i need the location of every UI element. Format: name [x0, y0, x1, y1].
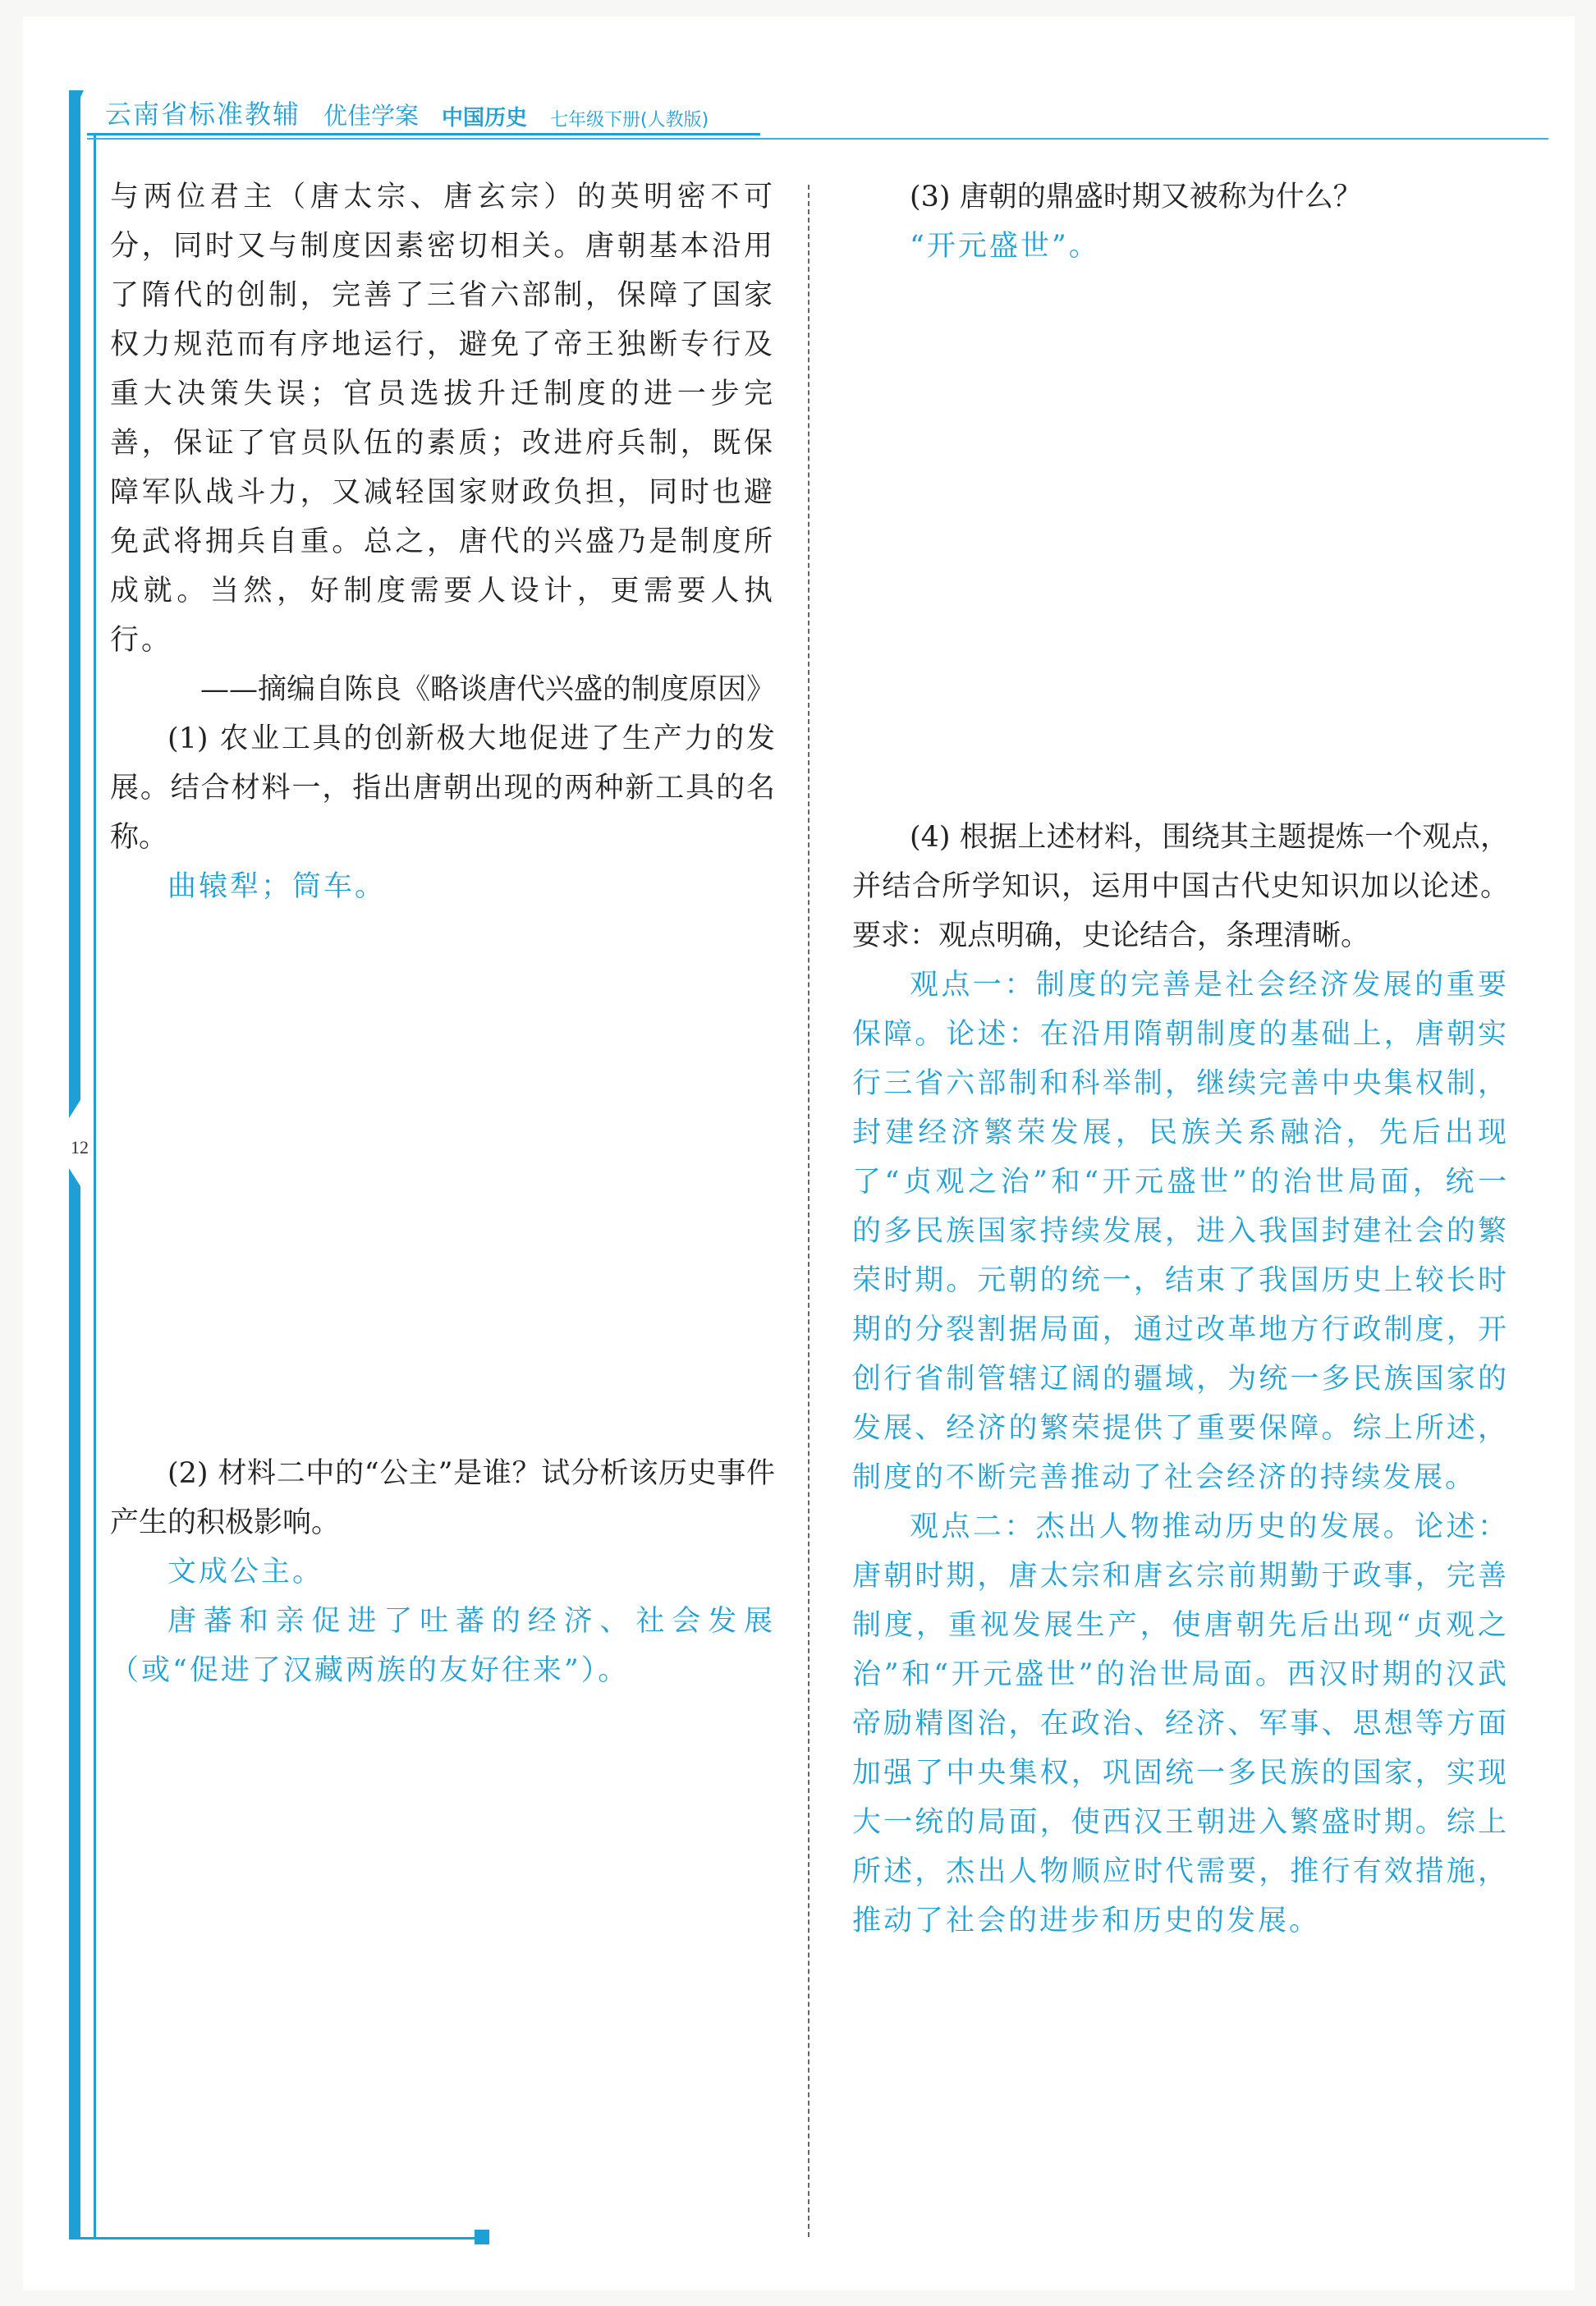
border-notch-top [69, 1100, 80, 1118]
header-grade: 七年级下册(人教版) [550, 110, 709, 131]
column-divider [808, 185, 809, 2237]
material-text: 与两位君主（唐太宗、唐玄宗）的英明密不可分，同时又与制度因素密切相关。唐朝基本沿用了隋代的创制，完善了三省六部制，保障了国家权力规范而有序地运行，避免了帝王独断专行及重大决策失误；官员选拔升迁制度的进一步完善，保证了官员队伍的素质；改进府兵制，既保障军队战斗力，又减轻国家财政负担，同时也避免武将拥兵自重。总之，唐代的兴盛乃是制度所成就。当然，好制度需要人设计，更需要人执行。 [110, 181, 775, 657]
border-notch-bottom [69, 1168, 80, 1186]
page-header [105, 92, 709, 131]
left-border-bar-bottom [69, 1186, 80, 2237]
right-column-lower [852, 813, 1509, 1946]
left-column-lower [110, 1449, 775, 1695]
left-column [110, 172, 775, 911]
answer-4-viewpoint-2: 观点二：杰出人物推动历史的发展。论述：唐朝时期，唐太宗和唐玄宗前期勤于政事，完善制度，重视发展生产，使唐朝先后出现“贞观之治”和“开元盛世”的治世局面。西汉时期的汉武帝励精图治，在政治、经济、军事、思想等方面加强了中央集权，巩固统一多民族的国家，实现大一统的局面，使西汉王朝进入繁盛时期。综上所述，杰出人物顺应时代需要，推行有效措施，推动了社会的进步和历史的发展。 [852, 1511, 1509, 1937]
question-1: (1) 农业工具的创新极大地促进了生产力的发展。结合材料一，指出唐朝出现的两种新工具的名称。 [110, 722, 775, 854]
answer-2-impact: 唐蕃和亲促进了吐蕃的经济、社会发展（或“促进了汉藏两族的友好往来”）。 [110, 1605, 775, 1687]
material-source: ——摘编自陈良《略谈唐代兴盛的制度原因》 [200, 673, 775, 706]
left-border-bar-top [69, 90, 80, 1100]
header-rule [87, 133, 760, 135]
header-subtitle: 优佳学案 [323, 102, 420, 130]
question-3: (3) 唐朝的鼎盛时期又被称为什么？ [910, 181, 1362, 213]
answer-1: 曲辕犁；筒车。 [167, 870, 387, 903]
question-2: (2) 材料二中的“公主”是谁？试分析该历史事件产生的积极影响。 [110, 1457, 775, 1539]
page-number: 12 [71, 1137, 89, 1158]
bottom-square-marker [475, 2230, 489, 2244]
answer-2-name: 文成公主。 [167, 1556, 324, 1589]
right-column [852, 172, 1509, 271]
question-4: (4) 根据上述材料，围绕其主题提炼一个观点，并结合所学知识，运用中国古代史知识加以论述。要求：观点明确，史论结合，条理清晰。 [852, 821, 1509, 952]
header-subject: 中国历史 [442, 106, 528, 131]
answer-4-viewpoint-1: 观点一：制度的完善是社会经济发展的重要保障。论述：在沿用隋朝制度的基础上，唐朝实行三省六部制和科举制，继续完善中央集权制，封建经济繁荣发展，民族关系融洽，先后出现了“贞观之治”和“开元盛世”的治世局面，统一的多民族国家持续发展，进入我国封建社会的繁荣时期。元朝的统一，结束了我国历史上较长时期的分裂割据局面，通过改革地方行政制度，开创行省制管辖辽阔的疆域，为统一多民族国家的发展、经济的繁荣提供了重要保障。综上所述，制度的不断完善推动了社会经济的持续发展。 [852, 969, 1509, 1494]
left-border-inner-line [94, 135, 96, 2237]
header-rule-long [87, 138, 1548, 140]
answer-3: “开元盛世”。 [910, 230, 1100, 263]
bottom-rule [69, 2237, 479, 2240]
header-series: 云南省标准教辅 [105, 99, 301, 130]
